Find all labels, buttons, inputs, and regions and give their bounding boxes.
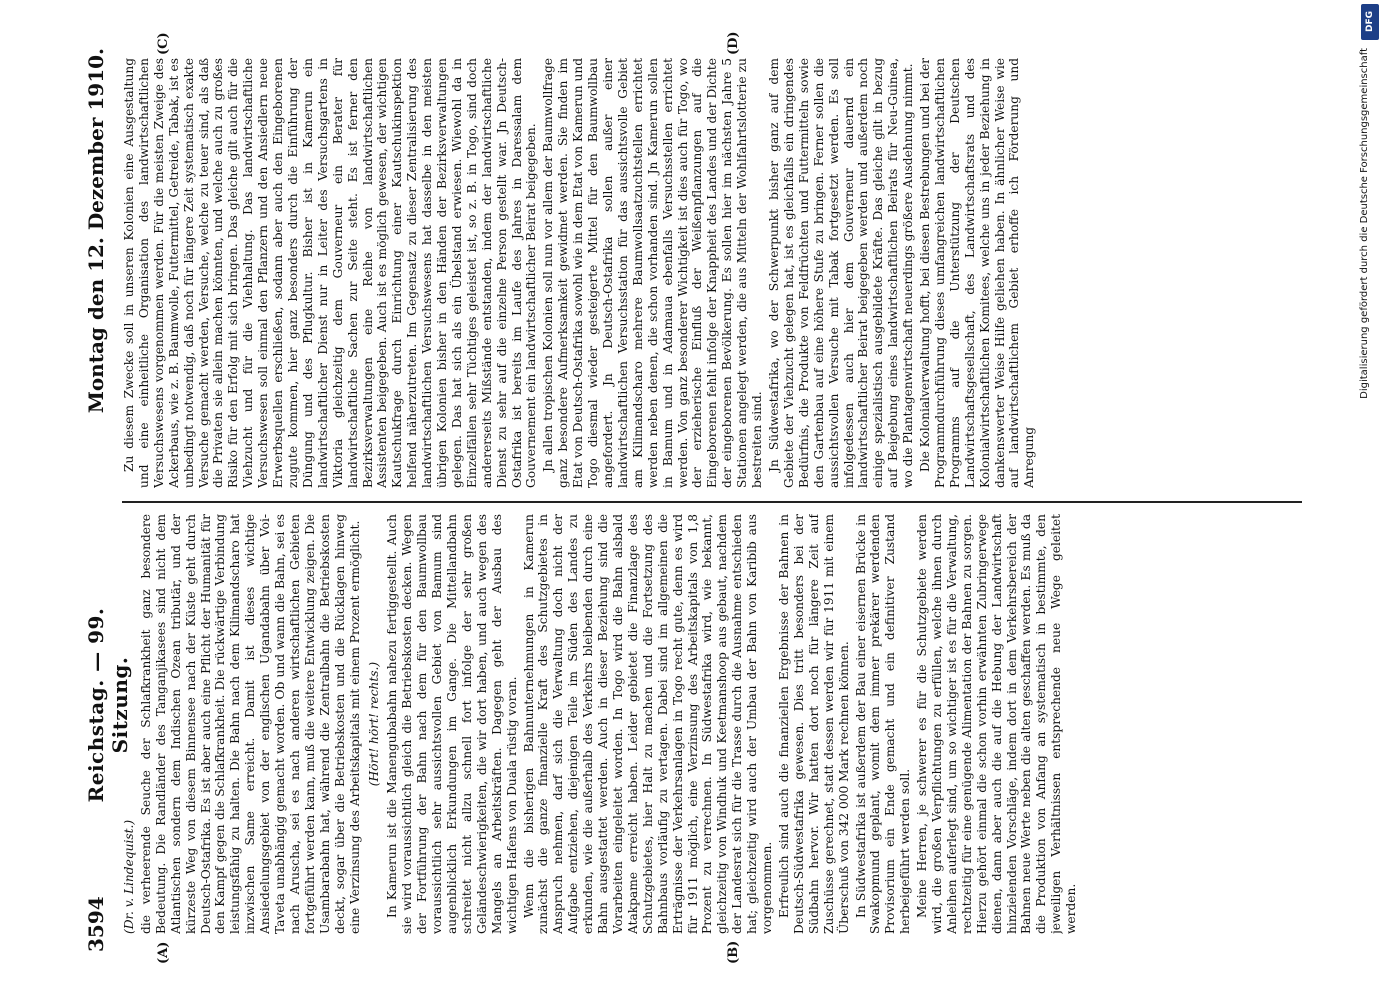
digitization-watermark <box>1359 48 1381 848</box>
left-paragraph: die verheerende Seuche der Schlafkrankheit ganz besondere Bedeutung. Die Randländer des Tanganjikasees sind nicht dem Atlantischen sondern dem Indischen Ozean tributär, und der kürzeste Weg von diesem Binnensee nach der Küste geht durch Deutsch-Ostafrika. Es ist aber auch eine Pflicht der Humanität für den Kampf gegen die Schlafkrankheit. Die rückwärtige Verbindung leistungsfähig zu halten. Die Bahn nach dem Kilimandscharo hat inzwischen Same erreicht. Damit ist dieses wichtige Ansiedelungsgebiet von der englischen Ugandabahn über Voi-Taveta unabhängig gemacht worden. Ob und wann die Bahn, sei es nach Aruscha, sei es nach anderen wirtschaftlichen Gebieten fortgeführt werden kann, muß die weitere Entwicklung zeigen. Die Usambarabahn hat, während die Zentralbahn die Betriebskosten deckt, sogar über die Betriebskosten und die Rücklagen hinweg eine Verzinsung des Arbeitskapitals mit einem Prozent ermöglicht. <box>138 514 362 934</box>
margin-label-d: (D) <box>726 31 741 55</box>
left-paragraph: Meine Herren, je schwerer es für die Schutzgebiete werden wird, die großen Verpflichtungen zu erfüllen, welche ihnen durch Anleihen auferlegt sind, um so wichtiger ist es für die Verwaltung, rechtzeitig für eine genügende Alimentation der Bahnen zu sorgen. Hierzu gehört einmal die schon vorhin erwähnten Zubringerwege dienen, dann aber auch die auf die Hebung der Landwirtschaft hinzielenden Vorschläge, indem dort in dem Verkehrsbereich der Bahnen neue Werte neben die alten geschaffen werden. Es muß da die Produktion von Anfang an systematisch in bestimmte, den jeweiligen Verhältnissen entsprechende neue Wege geleitet werden. <box>915 514 1079 934</box>
interjection: (Hört! hört! rechts.) <box>366 661 381 787</box>
right-column <box>122 58 1302 488</box>
left-column <box>122 514 1302 934</box>
right-paragraph: Zu diesem Zwecke soll in unseren Kolonien eine Ausgestaltung und eine einheitliche Organisation des landwirtschaftlichen Versuchswesens vorgenommen werden. Für die meisten Zweige des Ackerbaus, wie z. B. Baumwolle, Futtermittel, Getreide, Tabak, ist es unbedingt notwendig, daß noch für längere Zeit systematisch exakte Versuche gemacht werden, Versuche, welche zu teuer sind, als daß die Privaten sie allein machen könnten, und welche auch zu großes Risiko für den Erfolg mit sich bringen. Das gleiche gilt auch für die Viehzucht und für die Viehhaltung. Das landwirtschaftliche Versuchswesen soll einmal den Pflanzern und den Ansiedlern neue Erwerbsquellen erschließen, sodann aber auch den Eingeborenen zugute kommen, hier ganz besonders durch die Einführung der Düngung und des Pflugkultur. Bisher ist in Kamerun ein landwirtschaftlicher Dienst nur in Leiter des Versuchsgartens in Viktoria gleichzeitig dem Gouverneur ein Berater für landwirtschaftliche Sachen zur Seite steht. Es ist ferner den Bezirksverwaltungen eine Reihe von landwirtschaftlichen Assistenten beigegeben. Auch ist es möglich gewesen, der wichtigen Kautschukfrage durch Einrichtung einer Kautschukinspektion helfend näherzutreten. Im Gegensatz zu dieser Zentralisierung des landwirtschaftlichen Versuchswesens hat dasselbe in den meisten übrigen Kolonien bisher in den Händen der Bezirksverwaltungen gelegen. Das hat sich als ein Übelstand erwiesen. Wiewohl da in Einzelfällen sehr Tüchtiges geleistet ist, so z. B. in Togo, sind doch andererseits Mißstände entstanden, indem der landwirtschaftliche Dienst zu sehr auf die einzelne Person gestellt war. Jn Deutsch-Ostafrika ist bereits im Laufe des Jahres in Daressalam dem Gouvernement ein landwirtschaftlicher Beirat beigegeben. <box>122 58 539 488</box>
rotated-page <box>76 30 1306 970</box>
right-paragraph: Jn allen tropischen Kolonien soll nun vor allem der Baumwollfrage ganz besondere Aufmerksamkeit gewidmet werden. Sie finden im Etat von Deutsch-Ostafrika sowohl wie in dem Etat von Kamerun und Togo diesmal wieder gesteigerte Mittel für den Baumwollbau angefordert. Jn Deutsch-Ostafrika sollen außer einer landwirtschaftlichen Versuchsstation für das aussichtsvolle Gebiet am Kilimandscharo mehrere Baumwollsaatzuchtstellen errichtet werden neben denen, die schon vorhanden sind. Jn Kamerun sollen in Bamum und in Adamaua ebenfalls Versuchsstellen errichtet werden. Von ganz besonderer Wichtigkeit ist dies auch für Togo, wo der erzieherische Einfluß der Weißenpflanzungen auf die Eingeborenen fehlt infolge der Knappheit des Landes und der Dichte der eingeborenen Bevölkerung. Es sollen hier im nächsten Jahre 5 Stationen angelegt werden, die aus Mitteln der Wohlfahrtslotterie zu bestreiten sind. <box>541 58 765 488</box>
speaker-label: (Dr. v. Lindequist.) <box>122 819 136 934</box>
margin-label-a: (A) <box>156 941 171 964</box>
page-number: 3594 <box>84 896 108 952</box>
text-columns <box>122 30 1302 970</box>
session-date: Montag den 12. Dezember 1910. <box>84 48 108 414</box>
left-paragraph: In Südwestafrika ist außerdem der Bau einer eisernen Brücke in Swakopmund geplant, womit dem immer prekärer werdenden Provisorium ein Ende gemacht und ein definitiver Zustand herbeigeführt werden soll. <box>853 514 913 934</box>
left-paragraph: Erfreulich sind auch die finanziellen Ergebnisse der Bahnen in Deutsch-Südwestafrika gewesen. Dies tritt besonders bei der Südbahn hervor. Wir hatten dort noch für längere Zeit auf Zuschüsse gerechnet, statt dessen werden wir für 1911 mit einem Überschuß von 342 000 Mark rechnen können. <box>776 514 851 934</box>
margin-label-c: (C) <box>156 32 171 55</box>
right-paragraph: Die Kolonialverwaltung hofft, bei diesen Bestrebungen und bei der Programmdurchführung dieses umfangreichen landwirtschaftlichen Programms auf die Unterstützung der Deutschen Landwirtschaftsgesellschaft, des Landwirtschaftsrats und des Kolonialwirtschaftlichen Komitees, welche uns in jeder Beziehung in dankenswerter Weise Hilfe geliehen haben. In ähnlicher Weise wie auf landwirtschaftlichem Gebiet erhoffe ich Förderung und Anregung <box>918 58 1037 488</box>
margin-label-b: (B) <box>726 940 741 964</box>
column-divider <box>122 501 1302 503</box>
left-paragraph: Wenn die bisherigen Bahnunternehmungen in Kamerun zunächst die ganze finanzielle Kraft des Schutzgebietes in Anspruch nehmen, darf sich die Verwaltung doch nicht der Aufgabe entziehen, diejenigen Teile im Süden des Landes zu erkunden, wie die außerhalb des Verkehrs bleibenden durch eine Bahn ausgestattet werden. Auch in dieser Beziehung sind die Vorarbeiten eingeleitet worden. In Togo wird die Bahn alsbald Atakpame erreicht haben. Leider gebietet die Finanzlage des Schutzgebietes, hier Halt zu machen und die Fortsetzung des Bahnbaus vorläufig zu vertagen. Dabei sind im allgemeinen die Erträgnisse der Verkehrsanlagen in Togo recht gute, denn es wird für 1911 möglich, eine Verzinsung des Arbeitskapitals von 1,8 Prozent zu verrechnen. In Südwestafrika wird, wie bekannt, gleichzeitig von Windhuk und Keetmanshoop aus gebaut, nachdem der Landesrat sich für die Trasse durch die Ausnahme entschieden hat; gleichzeitig wird auch der Umbau der Bahn von Karibib aus vorgenommen. <box>521 514 775 934</box>
dfg-logo: DFG <box>1361 4 1379 40</box>
session-title: Reichstag. — 99. Sitzung. <box>84 607 132 803</box>
watermark-text: Digitalisierung gefördert durch die Deutsche Forschungsgemeinschaft <box>1359 48 1370 399</box>
right-paragraph: Jn Südwestafrika, wo der Schwerpunkt bisher ganz auf dem Gebiete der Viehzucht gelegen hat, ist es gleichfalls ein dringendes Bedürfnis, die Produkte von Feldfrüchten und Futtermitteln sowie den Gartenbau auf eine höhere Stufe zu bringen. Ferner sollen die aussichtsvollen Versuche mit Tabak fortgesetzt werden. Es soll infolgedessen auch hier dem Gouverneur dauernd ein landwirtschaftlicher Beirat beigegeben werden und außerdem noch einige spezialistisch ausgebildete Kräfte. Das gleiche gilt in bezug auf Beigebung eines landwirtschaftlichen Beirats für Neu-Guinea, wo die Plantagenwirtschaft neuerdings größere Ausdehnung nimmt. <box>766 58 916 488</box>
left-paragraph: In Kamerun ist die Manengubabahn nahezu fertiggestellt. Auch sie wird voraussichtlich gleich die Betriebskosten decken. Wegen der Fortführung der Bahn nach dem für den Baumwollbau voraussichtlich sehr aussichtsvollen Gebiet von Bamum sind augenblicklich Erkundungen im Gange. Die Mittellandbahn schreitet nicht allzu schnell fort infolge der sehr großen Geländeschwierigkeiten, die wir dort haben, und auch wegen des Mangels an Arbeitskräften. Dagegen geht der Ausbau des wichtigen Hafens von Duala rüstig voran. <box>385 514 519 934</box>
